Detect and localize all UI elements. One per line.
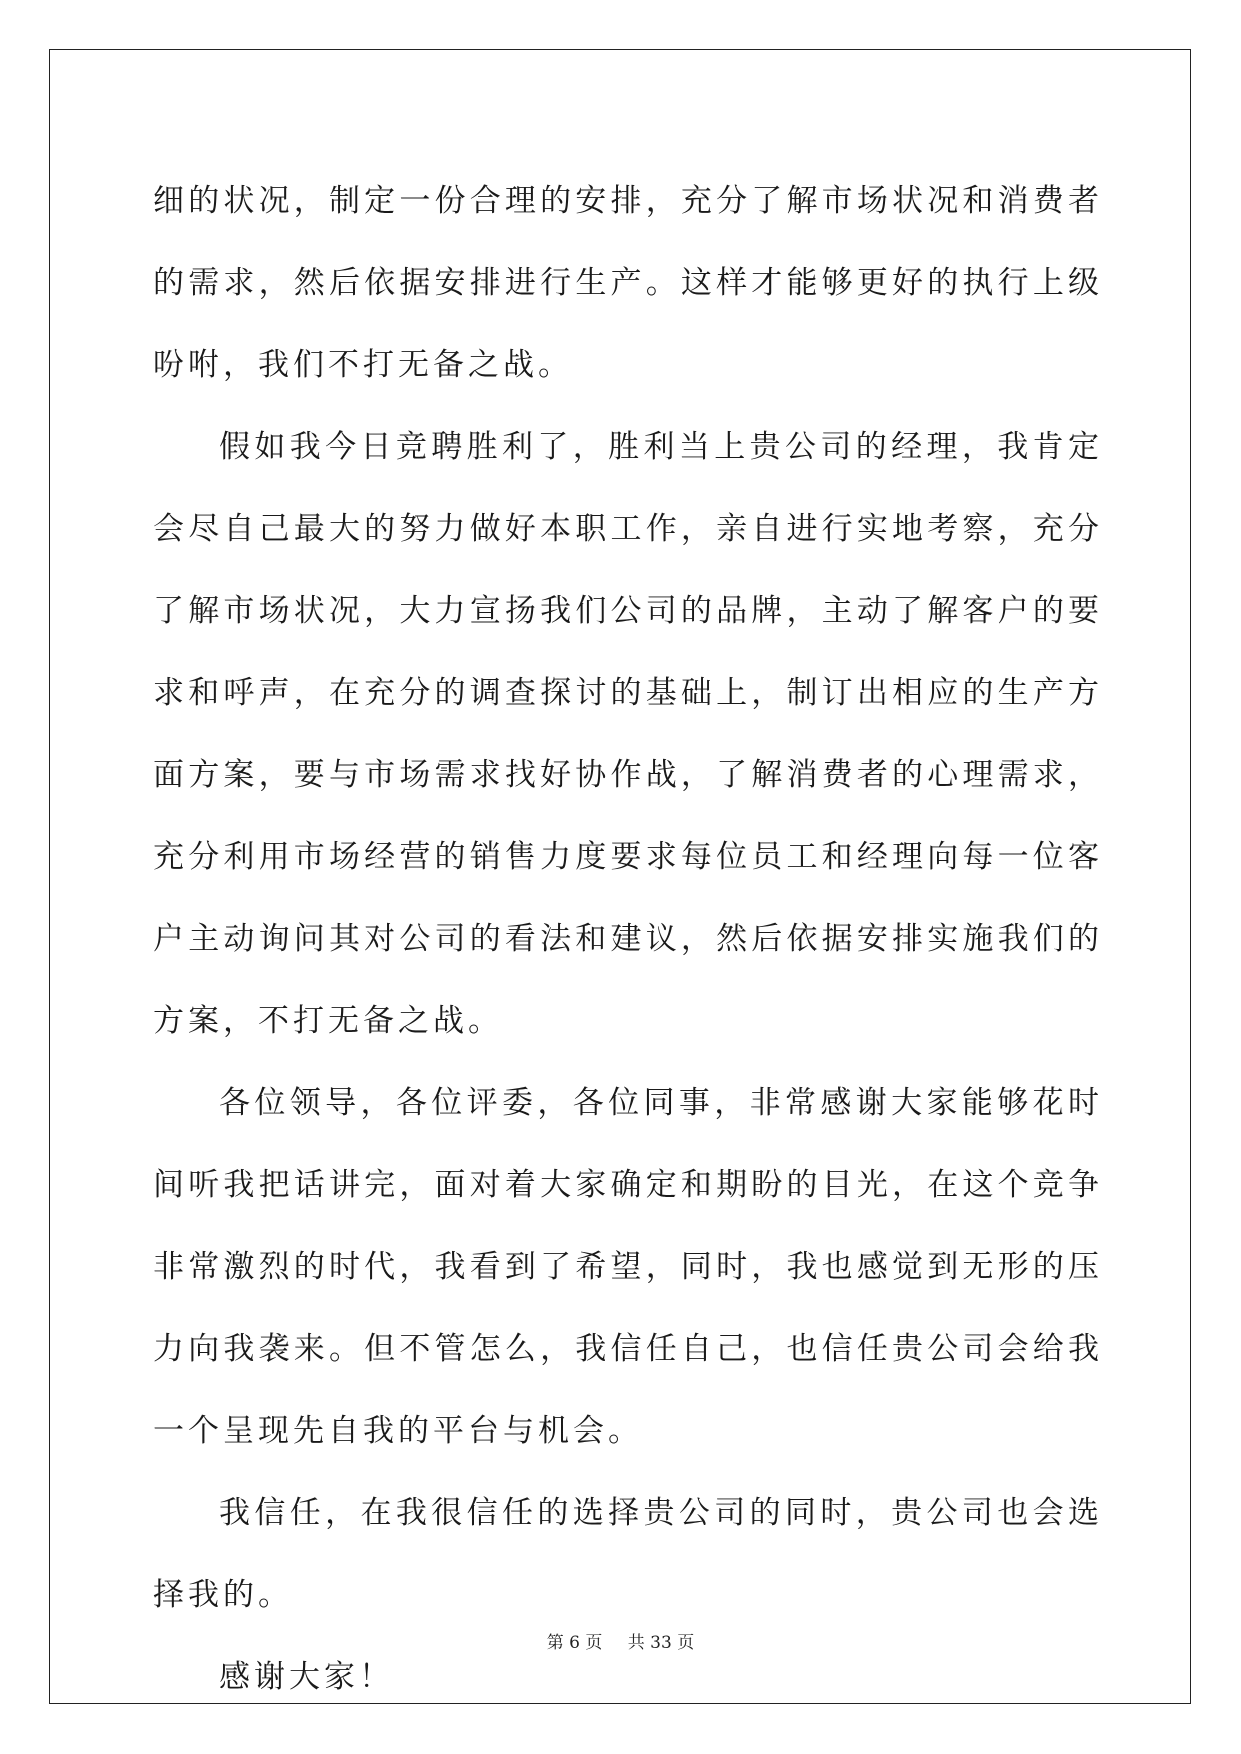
text-line: 据安排实施我们的方案，不打无备之战。 (153, 921, 1104, 1039)
text-line: 各位领导，各位评委，各位同事，非常感谢大家能够花时间听我 (153, 1085, 1103, 1203)
paragraph (153, 1472, 1103, 1636)
document-body (153, 160, 1103, 1718)
text-line: 无备之战。 (398, 347, 573, 383)
text-line: 怎么，我信任自己，也信任贵公司会给我一个呈现先自我的平台与机 (153, 1331, 1104, 1449)
paragraph (153, 160, 1103, 406)
page-total: 共 33 页 (627, 1633, 695, 1653)
text-line: 查探讨的基础上，制订出相应的生产方面方案，要与市场需求找好协 (153, 675, 1104, 793)
text-line: 假如我今日竞聘胜利了，胜利当上贵公司的经理，我肯定会尽自 (153, 429, 1103, 547)
text-line: 会。 (573, 1413, 643, 1449)
text-line: 然后依据安排进行生产。这样才能够更好的执行上级吩咐，我们不打 (153, 265, 1104, 383)
paragraph (153, 406, 1103, 1062)
text-line: 把话讲完，面对着大家确定和期盼的目光，在这个竞争非常激烈的时 (153, 1167, 1103, 1285)
text-line: 我信任，在我很信任的选择贵公司的同时，贵公司也会选择我的。 (153, 1495, 1103, 1613)
text-line: 大力宣扬我们公司的品牌，主动了解客户的要求和呼声，在充分的调 (153, 593, 1104, 711)
page-number: 第 6 页 (546, 1633, 603, 1653)
text-line: 位员工和经理向每一位客户主动询问其对公司的看法和建议，然后依 (153, 839, 1104, 957)
text-line: 作战，了解消费者的心理需求，充分利用市场经营的销售力度要求每 (153, 757, 1103, 875)
text-line: 己最大的努力做好本职工作，亲自进行实地考察，充分了解市场状况， (153, 511, 1103, 629)
paragraph (153, 1062, 1103, 1472)
text-line: 感谢大家！ (219, 1659, 394, 1695)
text-line: 代，我看到了希望，同时，我也感觉到无形的压力向我袭来。但不管 (153, 1249, 1104, 1367)
page-footer (0, 1628, 1241, 1653)
text-line: 细的状况，制定一份合理的安排，充分了解市场状况和消费者的需求， (153, 183, 1103, 301)
